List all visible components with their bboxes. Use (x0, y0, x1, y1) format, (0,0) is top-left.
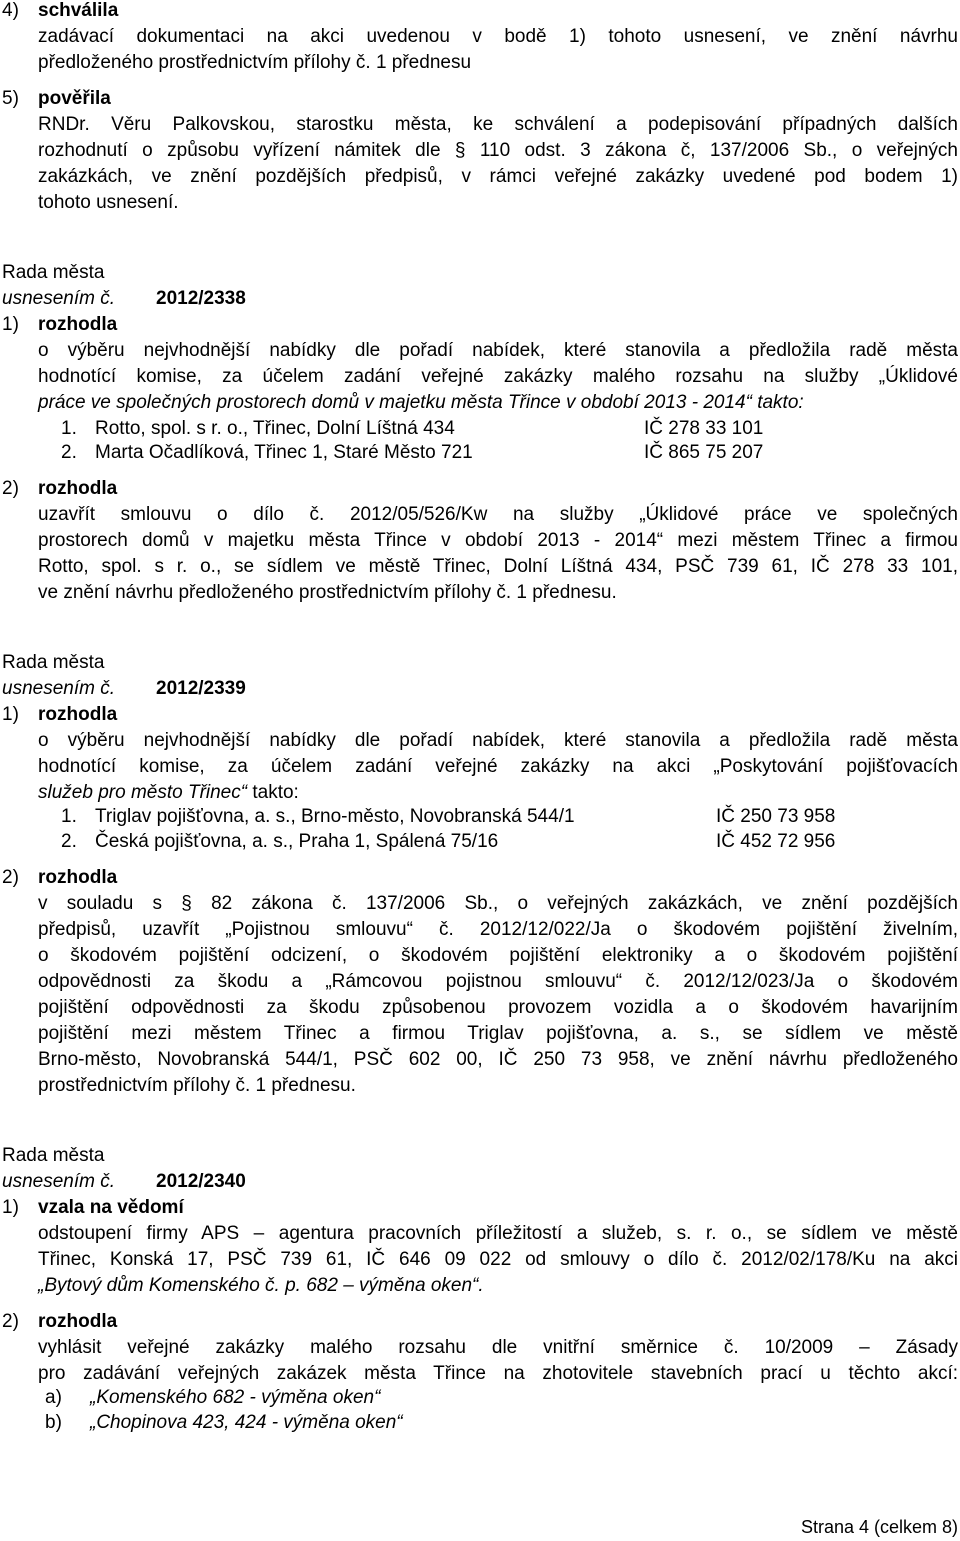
list-item-ic: IČ 865 75 207 (644, 442, 764, 463)
text-line: odstoupení firmy APS – agentura pracovních příležitostí a služeb, s. r. o., se sídlem ve městě (38, 1223, 958, 1244)
list-item-number: 2. (61, 831, 77, 852)
text-line: o výběru nejvhodnější nabídky dle pořadí nabídek, které stanovila a předložila radě města (38, 730, 958, 751)
text-line: uzavřít smlouvu o dílo č. 2012/05/526/Kw na služby „Úklidové práce ve společných (38, 504, 958, 525)
resolution-number: 2012/2340 (156, 1171, 246, 1192)
text-line (38, 782, 299, 804)
item-heading: rozhodla (38, 1311, 118, 1332)
resolution-label: usnesením č. (2, 288, 115, 309)
text-line: prostorech domů v majetku města Třince v období 2013 - 2014“ mezi městem Třinec a firmou (38, 530, 958, 551)
text-line: předpisů, uzavřít „Pojistnou smlouvu“ č. 2012/12/022/Ja o škodovém pojištění živelním, (38, 919, 958, 940)
item-heading: rozhodla (38, 867, 118, 888)
text-line: o výběru nejvhodnější nabídky dle pořadí nabídek, které stanovila a předložila radě města (38, 340, 958, 361)
item-number: 4) (2, 0, 19, 21)
list-item-name: Triglav pojišťovna, a. s., Brno-město, Novobranská 544/1 (95, 806, 575, 827)
item-number: 1) (2, 1197, 19, 1218)
list-item-number: 1. (61, 418, 77, 439)
text-line: vyhlásit veřejné zakázky malého rozsahu dle vnitřní směrnice č. 10/2009 – Zásady (38, 1337, 958, 1358)
text-line: odpovědnosti za škodu a „Rámcovou pojistnou smlouvu“ č. 2012/12/023/Ja o škodovém (38, 971, 958, 992)
item-number: 1) (2, 704, 19, 725)
text-line: zadávací dokumentaci na akci uvedenou v bodě 1) tohoto usnesení, ve znění návrhu (38, 26, 958, 47)
list-item-name: „Komenského 682 - výměna oken“ (90, 1387, 381, 1408)
text-italic: služeb pro město Třinec“ (38, 782, 248, 803)
list-item-name: Marta Očadlíková, Třinec 1, Staré Město 721 (95, 442, 473, 463)
text-line: pojištění mezi městem Třinec a firmou Triglav pojišťovna, a. s., se sídlem ve městě (38, 1023, 958, 1044)
text-line: pojištění odpovědnosti za škodu způsobenou provozem vozidla a o škodovém havarijním (38, 997, 958, 1018)
resolution-label: usnesením č. (2, 1171, 115, 1192)
list-item-ic: IČ 278 33 101 (644, 418, 764, 439)
resolution-label: usnesením č. (2, 678, 115, 699)
text-line: hodnotící komise, za účelem zadání veřejné zakázky na akci „Poskytování pojišťovacích (38, 756, 958, 777)
resolution-number: 2012/2338 (156, 288, 246, 309)
text-line: práce ve společných prostorech domů v majetku města Třince v období 2013 - 2014“ takto: (38, 392, 804, 413)
item-number: 2) (2, 1311, 19, 1332)
item-number: 2) (2, 867, 19, 888)
list-item-number: 1. (61, 806, 77, 827)
text-line: Brno-město, Novobranská 544/1, PSČ 602 00, IČ 250 73 958, ve znění návrhu předloženého (38, 1049, 958, 1070)
list-item-name: „Chopinova 423, 424 - výměna oken“ (90, 1412, 403, 1433)
item-heading: schválila (38, 0, 119, 21)
item-heading: rozhodla (38, 704, 118, 725)
list-item-name: Česká pojišťovna, a. s., Praha 1, Spálená 75/16 (95, 831, 499, 852)
list-item-name: Rotto, spol. s r. o., Třinec, Dolní Líštná 434 (95, 418, 455, 439)
text-line: ve znění návrhu předloženého prostřednictvím přílohy č. 1 přednesu. (38, 582, 617, 603)
text-line: tohoto usnesení. (38, 192, 179, 213)
text-line: hodnotící komise, za účelem zadání veřejné zakázky malého rozsahu na služby „Úklidové (38, 366, 958, 387)
text-line: Rotto, spol. s r. o., se sídlem ve městě Třinec, Dolní Líštná 434, PSČ 739 61, IČ 278 33 101, (38, 556, 958, 577)
list-item-number: a) (45, 1387, 62, 1408)
text-line: o škodovém pojištění odcizení, o škodovém pojištění elektroniky a o škodovém pojištění (38, 945, 958, 966)
list-item-number: 2. (61, 442, 77, 463)
item-heading: rozhodla (38, 478, 118, 499)
list-item-ic: IČ 452 72 956 (716, 831, 836, 852)
text-line: v souladu s § 82 zákona č. 137/2006 Sb., o veřejných zakázkách, ve znění pozdějších (38, 893, 958, 914)
text-line: RNDr. Věru Palkovskou, starostku města, ke schválení a podepisování případných dalších (38, 114, 958, 135)
text-line: předloženého prostřednictvím přílohy č. 1 přednesu (38, 52, 472, 73)
council-label: Rada města (2, 652, 105, 673)
text-plain: takto: (247, 782, 299, 803)
list-item-ic: IČ 250 73 958 (716, 806, 836, 827)
council-label: Rada města (2, 262, 105, 283)
text-line: prostřednictvím přílohy č. 1 přednesu. (38, 1075, 356, 1096)
text-line: zakázkách, ve znění pozdějších předpisů, v rámci veřejné zakázky uvedené pod bodem 1) (38, 166, 958, 187)
item-number: 1) (2, 314, 19, 335)
text-line: Třinec, Konská 17, PSČ 739 61, IČ 646 09 022 od smlouvy o dílo č. 2012/02/178/Ku na akci (38, 1249, 958, 1270)
item-heading: rozhodla (38, 314, 118, 335)
item-number: 5) (2, 88, 19, 109)
resolution-number: 2012/2339 (156, 678, 246, 699)
text-line: „Bytový dům Komenského č. p. 682 – výměna oken“. (38, 1275, 484, 1296)
list-item-number: b) (45, 1412, 62, 1433)
item-heading: pověřila (38, 88, 111, 109)
page-footer: Strana 4 (celkem 8) (800, 1517, 958, 1537)
text-line: rozhodnutí o způsobu vyřízení námitek dle § 110 odst. 3 zákona č, 137/2006 Sb., o veřejných (38, 140, 958, 161)
council-label: Rada města (2, 1145, 105, 1166)
text-line: pro zadávání veřejných zakázek města Třince na zhotovitele stavebních prací u těchto akcí: (38, 1363, 958, 1384)
item-heading: vzala na vědomí (38, 1197, 184, 1218)
item-number: 2) (2, 478, 19, 499)
